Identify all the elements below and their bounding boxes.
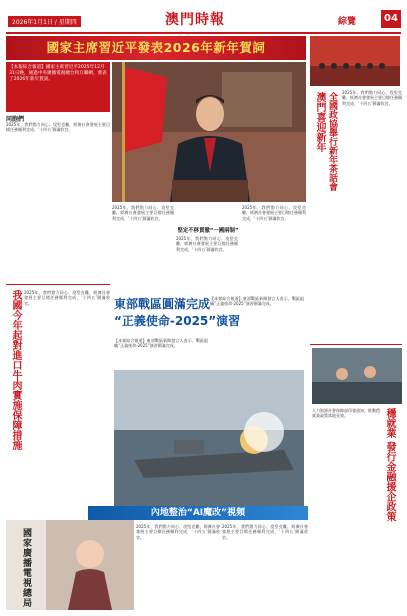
section-name: 綜覽 — [338, 17, 357, 27]
article-column-2-text: 2025年，我們勠力同心、攻堅克難，經濟社會發展主要目標任務順利完成，‘十四五’圓滿收官。 — [112, 205, 174, 221]
ai-banner — [88, 506, 308, 520]
lead-text: 【本報綜合報道】國家主席習近平2025年12月31日晚，通過中央廣播電視總台和互聯網，發表了2026年新年賀詞。 — [9, 65, 107, 83]
ai-article-column-1 — [136, 524, 220, 610]
east-title-line2: “正義使命-2025”演習 — [114, 314, 241, 328]
article-column-1-text: 2025年，我們勠力同心、攻堅克難，經濟社會發展主要目標任務順利完成，‘十四五’圓滿收官。 — [6, 122, 110, 133]
labor-photo — [312, 348, 402, 404]
ai-character-image — [46, 520, 134, 610]
east-article-text-2: 【本報綜合報道】東部戰區新聞發言人表示，戰區組織“正義使命-2025”演習圓滿完成。 — [210, 296, 304, 307]
lead-box — [6, 62, 110, 112]
header-rule — [6, 32, 401, 34]
right-top-photo — [310, 36, 400, 86]
warship-firing-image — [114, 370, 304, 508]
labor-article-text: 人力資源社會保障部印發通知，推動穩就業政策落地見效。 — [312, 408, 380, 419]
section-divider-right — [310, 344, 402, 345]
beef-vertical-headline: 我國今年起對進口牛肉實施保障措施 — [10, 290, 21, 450]
beef-article-column — [24, 290, 110, 500]
east-title-line1: 東部戰區圓滿完成 — [114, 297, 211, 311]
main-headline-banner — [6, 36, 306, 60]
nrta-sign-text: 國家廣播電視總局 — [21, 528, 31, 608]
labor-vertical-headline: 穩就業 發行金融援企政策 — [384, 408, 395, 522]
main-headline: 國家主席習近平發表2026年新年賀詞 — [46, 40, 266, 55]
right-vertical-headline-2: 全國政協舉行新年茶話會 — [327, 92, 337, 191]
meeting-image — [310, 36, 400, 86]
article-column-4-text: 2025年，我們勠力同心、攻堅克難，經濟社會發展主要目標任務順利完成，‘十四五’圓滿收官。 — [242, 205, 306, 221]
ai-article-column-2 — [222, 524, 308, 610]
subhead-one-country: 堅定不移貫徹“一國兩制” — [177, 228, 239, 234]
labor-article-column — [312, 408, 380, 608]
article-column-4 — [242, 205, 306, 291]
article-column-3 — [176, 236, 238, 291]
ai-article-text-1: 2025年，我們勠力同心、攻堅克難，經濟社會發展主要目標任務順利完成，‘十四五’圓滿收官。 — [136, 524, 220, 540]
leader-portrait-image — [112, 62, 306, 202]
ai-video-photo — [46, 520, 134, 610]
section-divider — [6, 284, 110, 285]
main-photo — [112, 62, 306, 202]
subhead-compatriots: 同胞們 — [6, 116, 25, 123]
page-header — [0, 0, 407, 34]
masthead: 澳門時報 — [165, 12, 225, 28]
beef-article-text: 2025年，我們勠力同心、攻堅克難，經濟社會發展主要目標任務順利完成，‘十四五’圓滿收官。 — [24, 290, 110, 306]
issue-date: 2026年1月1日 / 星期四 — [8, 16, 81, 27]
article-column-2 — [112, 205, 174, 291]
right-article-column — [342, 90, 402, 340]
ai-article-text-2: 2025年，我們勠力同心、攻堅克難，經濟社會發展主要目標任務順利完成，‘十四五’圓滿收官。 — [222, 524, 308, 540]
right-article-text: 2025年，我們勠力同心、攻堅克難，經濟社會發展主要目標任務順利完成，‘十四五’圓滿收官。 — [342, 90, 402, 106]
article-column-3-text: 2025年，我們勠力同心、攻堅克難，經濟社會發展主要目標任務順利完成，‘十四五’圓滿收官。 — [176, 236, 238, 252]
east-theater-photo — [114, 370, 304, 508]
right-vertical-headline: 澳門喜迎新年 — [314, 92, 325, 152]
workers-image — [312, 348, 402, 404]
east-article-column-2 — [210, 296, 304, 368]
article-column-1 — [6, 122, 110, 282]
ai-headline: 內地整治“AI魔改”視頻 — [150, 508, 246, 518]
page-number: 04 — [381, 10, 401, 28]
east-article-text-1: 【本報綜合報道】東部戰區新聞發言人表示，戰區組織“正義使命-2025”演習圓滿完成。 — [114, 338, 208, 349]
east-article-column-1 — [114, 338, 208, 368]
